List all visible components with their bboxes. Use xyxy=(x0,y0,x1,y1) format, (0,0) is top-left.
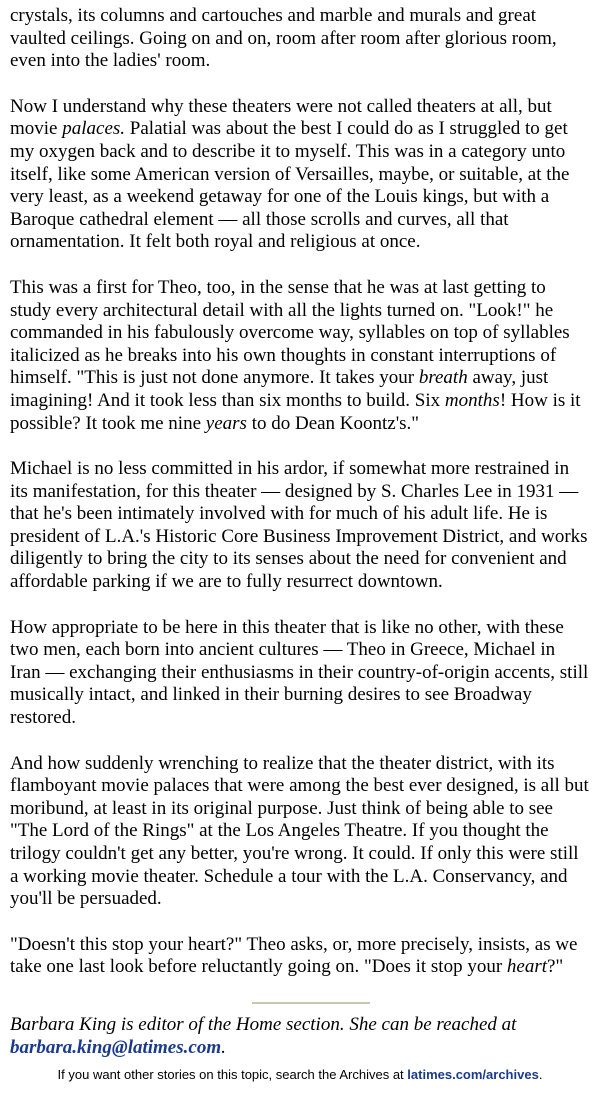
paragraph-3 xyxy=(10,277,590,435)
paragraph-3-italic-breath: breath xyxy=(418,367,468,389)
archives-footer xyxy=(0,1067,600,1082)
footer-end: . xyxy=(538,1067,543,1082)
paragraph-3-text-e: ! How is it possible? It took me nine xyxy=(10,389,581,434)
author-bio-text: Barbara King is editor of the Home section. She can be reached at xyxy=(10,1013,517,1035)
paragraph-5: How appropriate to be here in this theater that is like no other, with these two men, each born into ancient cultures — Theo in Greece, Michael in Iran — exchanging their enthusiasms in their country-of-origin accents, still musically intact, and linked in their burning desires to see Broadway restored. xyxy=(10,616,589,729)
paragraph-1: crystals, its columns and cartouches and marble and murals and great vaulted ceilings. Going on and on, room after room after glorious room, even into the ladies' room. xyxy=(10,5,557,72)
paragraph-7-text-a: "Doesn't this stop your heart?" Theo asks, or, more precisely, insists, as we take one last look before reluctantly going on. "Does it stop your xyxy=(10,933,578,978)
paragraph-4: Michael is no less committed in his ardor, if somewhat more restrained in its manifestation, for this theater — designed by S. Charles Lee in 1931 — that he's been intimately involved with for much of his adult life. He is president of L.A.'s Historic Core Business Improvement District, and works diligently to bring the city to its senses about the need for convenient and affordable parking if we are to fully resurrect downtown. xyxy=(10,458,588,593)
author-bio-end: . xyxy=(221,1036,226,1058)
author-email-link[interactable]: barbara.king@latimes.com xyxy=(10,1036,222,1058)
article-body xyxy=(0,5,600,1059)
paragraph-3-italic-years: years xyxy=(205,412,247,434)
paragraph-3-text-g: to do Dean Koontz's." xyxy=(246,412,420,434)
paragraph-7 xyxy=(10,934,590,979)
paragraph-7-italic-heart: heart xyxy=(506,956,548,978)
paragraph-3-italic-months: months xyxy=(444,389,500,411)
paragraph-3-text-a: This was a first for Theo, too, in the sense that he was at last getting to study every architectural detail with all the lights turned on. "Look!" he commanded in his fabulously overcome way, syllables on top of syllables italicized as he breaks into his own thoughts in constant interruptions of himself. "This is just not done anymore. It takes your xyxy=(10,276,570,389)
author-bio xyxy=(10,1014,590,1059)
paragraph-6: And how suddenly wrenching to realize that the theater district, with its flamboyant movie palaces that were among the best ever designed, is all but moribund, at least in its original purpose. Just think of being able to see "The Lord of the Rings" at the Los Angeles Theatre. If you thought the trilogy couldn't get any better, you're wrong. It could. If only this were still a working movie theater. Schedule a tour with the L.A. Conservancy, and you'll be persuaded. xyxy=(10,752,589,910)
paragraph-2-text-c: Palatial was about the best I could do as I struggled to get my oxygen back and to describe it to myself. This was in a category unto itself, like some American version of Versailles, maybe, or suitable, at the very least, as a weekend getaway for one of the Louis kings, but with a Baroque cathedral element — all those scrolls and curves, all that ornamentation. It felt both royal and religious at once. xyxy=(10,118,570,253)
paragraph-2-italic-palaces: palaces. xyxy=(62,118,126,140)
paragraph-2 xyxy=(10,96,590,254)
section-divider xyxy=(252,1002,370,1004)
paragraph-2-text-a: Now I understand why these theaters were not called theaters at all, but movie xyxy=(10,95,552,140)
paragraph-7-text-c: ?" xyxy=(547,956,564,978)
paragraph-3-text-c: away, just imagining! And it took less than six months to build. Six xyxy=(10,367,549,411)
footer-text: If you want other stories on this topic, search the Archives at xyxy=(57,1067,408,1082)
archives-link[interactable]: latimes.com/archives xyxy=(407,1067,539,1082)
